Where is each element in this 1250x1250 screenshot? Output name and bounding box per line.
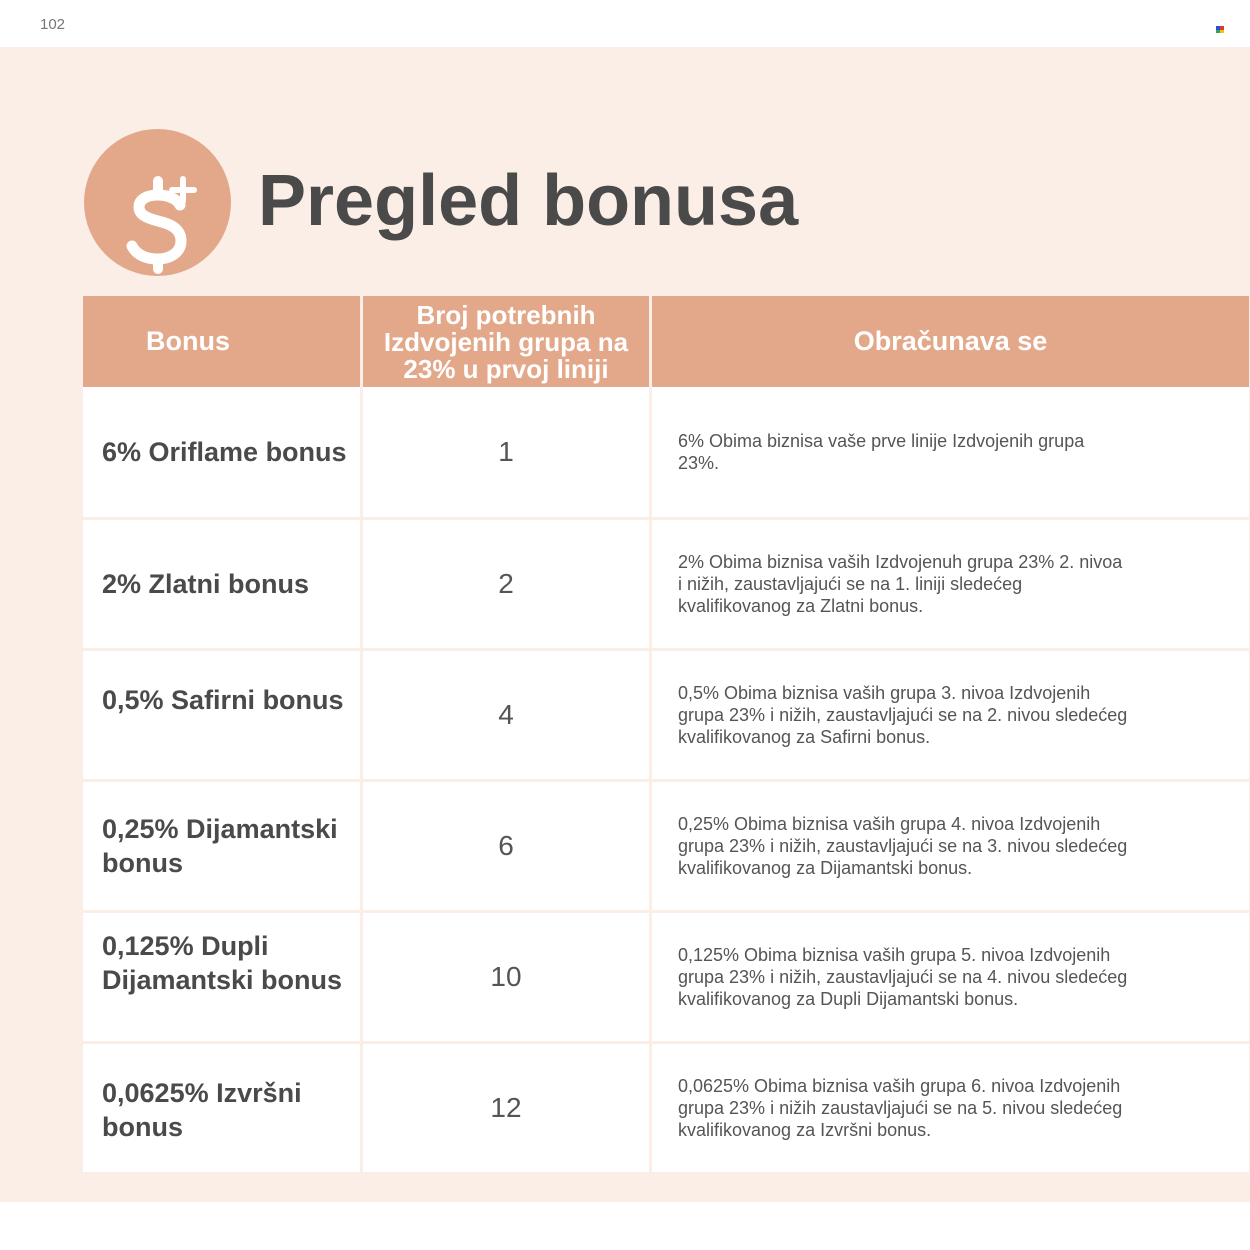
table-header bbox=[83, 296, 1249, 387]
table-row bbox=[83, 517, 1249, 648]
group-count: 10 bbox=[363, 913, 652, 1041]
column-header-calculation: Obračunava se bbox=[853, 326, 1048, 356]
bonus-description: 6% Obima biznisa vaše prve linije Izdvojenih grupa 23%. bbox=[652, 387, 1249, 517]
bonus-description: 0,0625% Obima biznisa vaših grupa 6. nivoa Izdvojenih grupa 23% i nižih zaustavljajući se na 5. nivou sledećeg kvalifikovanog za Izvršni bonus. bbox=[652, 1044, 1249, 1172]
bonus-name: 0,25% Dijamantski bonus bbox=[83, 782, 363, 910]
table-row bbox=[83, 648, 1249, 779]
page-title: Pregled bonusa bbox=[258, 161, 799, 241]
page-number: 102 bbox=[40, 16, 66, 33]
group-count: 2 bbox=[363, 520, 652, 648]
group-count: 4 bbox=[363, 651, 652, 779]
bonus-description: 2% Obima biznisa vaših Izdvojenuh grupa 23% 2. nivoa i nižih, zaustavljajući se na 1. liniji sledećeg kvalifikovanog za Zlatni bonus. bbox=[652, 520, 1249, 648]
group-count: 6 bbox=[363, 782, 652, 910]
group-count: 1 bbox=[363, 387, 652, 517]
bonus-name: 0,125% Dupli Dijamantski bonus bbox=[83, 913, 363, 1041]
bonus-table bbox=[83, 296, 1249, 1172]
bonus-description: 0,5% Obima biznisa vaših grupa 3. nivoa Izdvojenih grupa 23% i nižih, zaustavljajući se na 2. nivou sledećeg kvalifikovanog za Safirni bonus. bbox=[652, 651, 1249, 779]
group-count: 12 bbox=[363, 1044, 652, 1172]
bonus-name: 6% Oriflame bonus bbox=[83, 387, 363, 517]
bonus-description: 0,125% Obima biznisa vaših grupa 5. nivoa Izdvojenih grupa 23% i nižih, zaustavljajući se na 4. nivou sledećeg kvalifikovanog za Dupli Dijamantski bonus. bbox=[652, 913, 1249, 1041]
table-row bbox=[83, 387, 1249, 517]
bonus-name: 0,5% Safirni bonus bbox=[83, 651, 363, 779]
corner-logo-icon bbox=[1216, 26, 1224, 33]
bonus-name: 0,0625% Izvršni bonus bbox=[83, 1044, 363, 1172]
bonus-description: 0,25% Obima biznisa vaših grupa 4. nivoa Izdvojenih grupa 23% i nižih, zaustavljajući se na 3. nivou sledećeg kvalifikovanog za Dijamantski bonus. bbox=[652, 782, 1249, 910]
bonus-name: 2% Zlatni bonus bbox=[83, 520, 363, 648]
column-header-bonus: Bonus bbox=[83, 296, 363, 387]
dollar-plus-icon bbox=[84, 129, 231, 276]
table-row bbox=[83, 1041, 1249, 1172]
table-row bbox=[83, 910, 1249, 1041]
table-row bbox=[83, 779, 1249, 910]
column-header-groups: Broj potrebnih Izdvojenih grupa na 23% u prvoj liniji bbox=[363, 296, 652, 387]
